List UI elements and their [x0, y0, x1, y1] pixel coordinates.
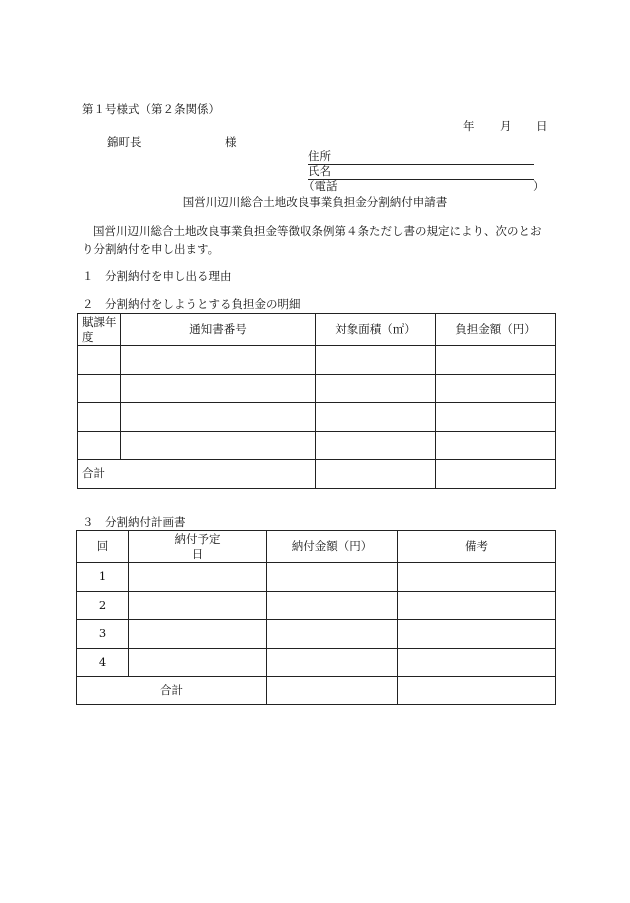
- total-area-cell[interactable]: [316, 460, 436, 489]
- area-cell[interactable]: [316, 346, 436, 375]
- installment-number: 4: [77, 649, 129, 677]
- body-text: 国営川辺川総合土地改良事業負担金等徴収条例第４条ただし書の規定により、次のとおり分割納付を申し出ます。: [82, 224, 542, 256]
- table-row: [77, 592, 556, 620]
- section2-heading: ２ 分割納付をしようとする負担金の明細: [82, 297, 301, 311]
- table-total-row: [77, 677, 556, 705]
- address-field[interactable]: [308, 150, 534, 165]
- table-row: [77, 563, 556, 592]
- header-notice-number: 通知書番号: [121, 314, 316, 346]
- scheduled-date-cell[interactable]: [129, 620, 267, 649]
- table-row: [78, 346, 556, 375]
- table-row: [78, 432, 556, 460]
- remarks-cell[interactable]: [398, 592, 556, 620]
- table-header-row: [78, 314, 556, 346]
- header-payment-amount: 納付金額（円）: [267, 531, 398, 563]
- scheduled-date-cell[interactable]: [129, 592, 267, 620]
- scheduled-date-cell[interactable]: [129, 649, 267, 677]
- phone-close: ）: [533, 179, 545, 193]
- header-installment: 回: [77, 531, 129, 563]
- remarks-cell[interactable]: [398, 620, 556, 649]
- payment-amount-cell[interactable]: [267, 563, 398, 592]
- header-area: 対象面積（㎡）: [316, 314, 436, 346]
- phone-label: （電話: [303, 179, 338, 193]
- notice-number-cell[interactable]: [121, 403, 316, 432]
- payment-plan-table: [76, 530, 556, 705]
- amount-cell[interactable]: [436, 375, 556, 403]
- table-row: [77, 649, 556, 677]
- date-month-label: 月: [500, 119, 512, 133]
- name-label: 氏名: [308, 164, 331, 178]
- section3-heading: ３ 分割納付計画書: [82, 515, 186, 529]
- total-label: 合計: [77, 677, 267, 705]
- fiscal-year-cell[interactable]: [78, 346, 121, 375]
- addressee-honorific: 様: [225, 135, 237, 149]
- total-remarks-cell[interactable]: [398, 677, 556, 705]
- payment-amount-cell[interactable]: [267, 592, 398, 620]
- area-cell[interactable]: [316, 403, 436, 432]
- remarks-cell[interactable]: [398, 649, 556, 677]
- table-header-row: [77, 531, 556, 563]
- amount-cell[interactable]: [436, 403, 556, 432]
- document-title: 国営川辺川総合土地改良事業負担金分割納付申請書: [182, 195, 448, 209]
- payment-amount-cell[interactable]: [267, 649, 398, 677]
- area-cell[interactable]: [316, 375, 436, 403]
- total-amount-cell[interactable]: [436, 460, 556, 489]
- section1-heading: １ 分割納付を申し出る理由: [82, 269, 232, 283]
- header-remarks: 備考: [398, 531, 556, 563]
- amount-cell[interactable]: [436, 432, 556, 460]
- date-day-label: 日: [536, 119, 548, 133]
- payment-amount-cell[interactable]: [267, 620, 398, 649]
- total-payment-cell[interactable]: [267, 677, 398, 705]
- notice-number-cell[interactable]: [121, 375, 316, 403]
- name-field[interactable]: [308, 165, 534, 180]
- area-cell[interactable]: [316, 432, 436, 460]
- fiscal-year-cell[interactable]: [78, 432, 121, 460]
- notice-number-cell[interactable]: [121, 432, 316, 460]
- header-fiscal-year: 賦課年度: [78, 314, 121, 346]
- table-row: [78, 403, 556, 432]
- header-amount: 負担金額（円）: [436, 314, 556, 346]
- installment-number: 2: [77, 592, 129, 620]
- total-label: 合計: [78, 460, 316, 489]
- installment-number: 1: [77, 563, 129, 592]
- charge-detail-table: [77, 313, 556, 489]
- amount-cell[interactable]: [436, 346, 556, 375]
- form-number: 第１号様式（第２条関係）: [82, 102, 220, 116]
- notice-number-cell[interactable]: [121, 346, 316, 375]
- fiscal-year-cell[interactable]: [78, 375, 121, 403]
- address-label: 住所: [308, 149, 331, 163]
- installment-number: 3: [77, 620, 129, 649]
- remarks-cell[interactable]: [398, 563, 556, 592]
- fiscal-year-cell[interactable]: [78, 403, 121, 432]
- table-total-row: [78, 460, 556, 489]
- date-year-label: 年: [463, 119, 475, 133]
- addressee-name: 錦町長: [107, 135, 142, 149]
- table-row: [78, 375, 556, 403]
- header-scheduled-date: 納付予定日: [129, 531, 267, 563]
- table-row: [77, 620, 556, 649]
- scheduled-date-cell[interactable]: [129, 563, 267, 592]
